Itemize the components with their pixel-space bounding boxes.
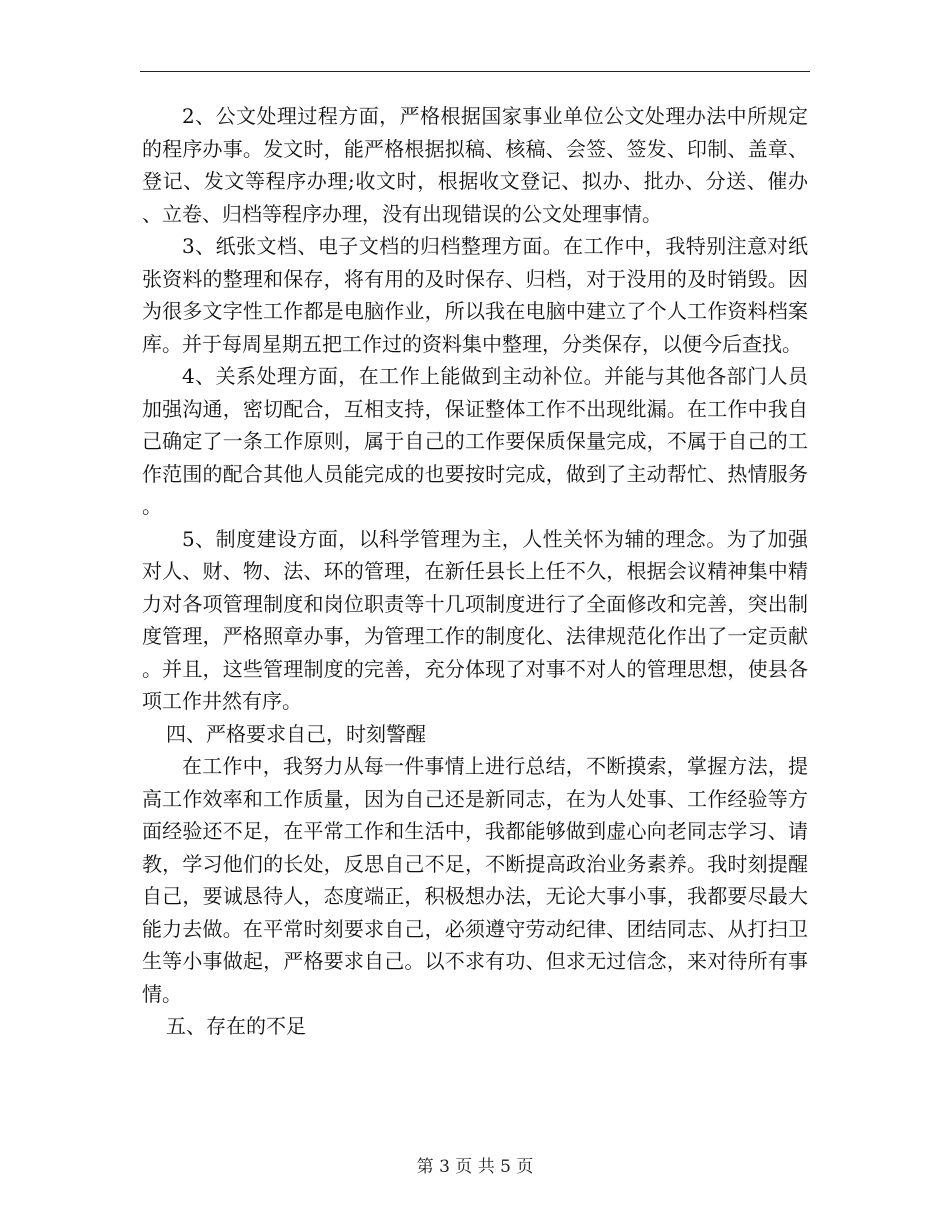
document-body xyxy=(142,100,808,1043)
header-rule xyxy=(140,71,810,72)
section-heading-shortcomings: 五、存在的不足 xyxy=(166,1014,306,1038)
paragraph-relations: 4、关系处理方面，在工作上能做到主动补位。并能与其他各部门人员加强沟通，密切配合，互相支持，保证整体工作不出现纰漏。在工作中我自己确定了一条工作原则，属于自己的工作要保质保量完成，不属于自己的工作范围的配合其他人员能完成的也要按时完成，做到了主动帮忙、热情服务。 xyxy=(142,364,808,518)
paragraph-system-building: 5、制度建设方面，以科学管理为主，人性关怀为辅的理念。为了加强对人、财、物、法、环的管理，在新任县长上任不久，根据会议精神集中精力对各项管理制度和岗位职责等十几项制度进行了全面修改和完善，突出制度管理，严格照章办事，为管理工作的制度化、法律规范化作出了一定贡献。并且，这些管理制度的完善，充分体现了对事不对人的管理思想，使县各项工作井然有序。 xyxy=(142,526,808,713)
paragraph-document-processing: 2、公文处理过程方面，严格根据国家事业单位公文处理办法中所规定的程序办事。发文时，能严格根据拟稿、核稿、会签、签发、印制、盖章、登记、发文等程序办理;收文时，根据收文登记、拟办、批办、分送、催办、立卷、归档等程序办理，没有出现错误的公文处理事情。 xyxy=(142,104,808,226)
paragraph-archiving: 3、纸张文档、电子文档的归档整理方面。在工作中，我特别注意对纸张资料的整理和保存，将有用的及时保存、归档，对于没用的及时销毁。因为很多文字性工作都是电脑作业，所以我在电脑中建立了个人工作资料档案库。并于每周星期五把工作过的资料集中整理，分类保存，以便今后查找。 xyxy=(142,234,808,356)
page-number-footer: 第 3 页 共 5 页 xyxy=(416,1157,534,1177)
paragraph-self-discipline: 在工作中，我努力从每一件事情上进行总结，不断摸索，掌握方法，提高工作效率和工作质量，因为自己还是新同志，在为人处事、工作经验等方面经验还不足，在平常工作和生活中，我都能够做到虚心向老同志学习、请教，学习他们的长处，反思自己不足，不断提高政治业务素养。我时刻提醒自己，要诚恳待人，态度端正，积极想办法，无论大事小事，我都要尽最大能力去做。在平常时刻要求自己，必须遵守劳动纪律、团结同志、从打扫卫生等小事做起，严格要求自己。以不求有功、但求无过信念，来对待所有事情。 xyxy=(142,754,808,1006)
section-heading-self-discipline: 四、严格要求自己，时刻警醒 xyxy=(166,721,426,746)
